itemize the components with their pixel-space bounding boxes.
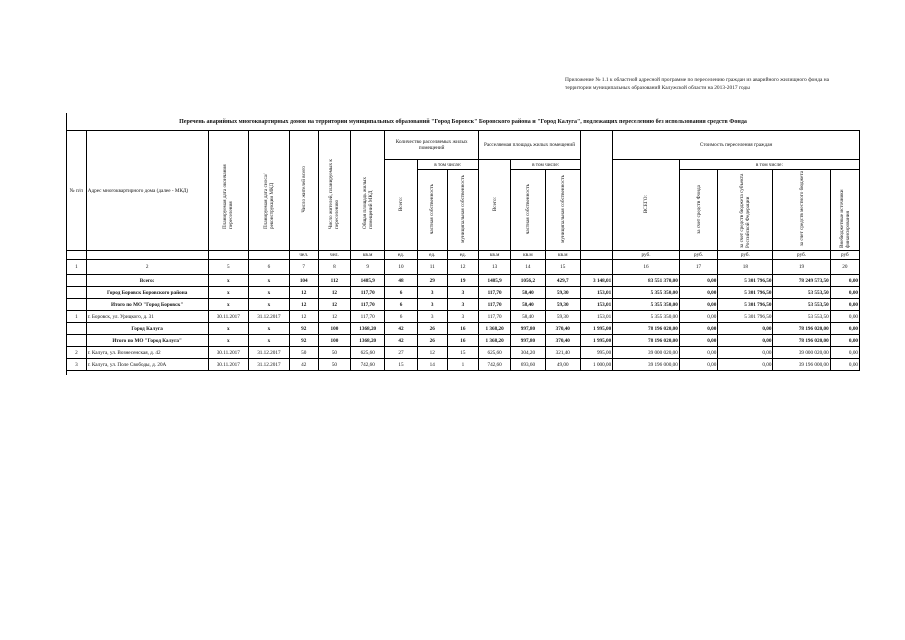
- value-cell: 6: [385, 299, 417, 311]
- value-cell: 304,20: [511, 347, 545, 359]
- value-cell: 429,7: [545, 275, 580, 287]
- col-header-residents-planned: Число жителей, планируемых к переселению: [318, 131, 350, 251]
- col-header-demolition-date: Планируемая дата сноса/реконструкции МКД: [249, 131, 290, 251]
- value-cell: [67, 299, 87, 311]
- value-cell: 14: [417, 359, 447, 371]
- value-cell: 370,40: [545, 323, 580, 335]
- value-cell: 39 196 000,00: [773, 359, 830, 371]
- value-cell: 0,00: [679, 347, 718, 359]
- value-cell: [67, 287, 87, 299]
- value-cell: 1: [67, 311, 87, 323]
- column-number-cell: 9: [351, 260, 385, 275]
- table-row: [67, 347, 860, 359]
- value-cell: 78 249 573,50: [773, 275, 830, 287]
- value-cell: x: [249, 275, 290, 287]
- address-cell: Всего:: [86, 275, 208, 287]
- col-header-relocation-date: Планируемая дата окончания переселения: [208, 131, 249, 251]
- value-cell: 30.11.2017: [208, 347, 249, 359]
- value-cell: 58,40: [511, 287, 545, 299]
- value-cell: x: [208, 323, 249, 335]
- col-header-blank: [580, 131, 612, 251]
- col-header-area-including: в том числе:: [511, 160, 581, 170]
- value-cell: 5 355 350,00: [613, 311, 680, 323]
- value-cell: 12: [417, 347, 447, 359]
- value-cell: 39 000 020,00: [613, 347, 680, 359]
- value-cell: 92: [289, 323, 318, 335]
- value-cell: 742,60: [351, 359, 385, 371]
- value-cell: 78 196 020,00: [613, 335, 680, 347]
- value-cell: 48: [385, 275, 417, 287]
- value-cell: 0,00: [830, 347, 859, 359]
- column-number-cell: 19: [773, 260, 830, 275]
- value-cell: 78 196 020,00: [773, 323, 830, 335]
- value-cell: 117,70: [351, 287, 385, 299]
- table-row: [67, 359, 860, 371]
- value-cell: 117,70: [351, 299, 385, 311]
- col-header-subject-budget: за счет средств бюджета субъекта Российской Федерации: [718, 170, 773, 251]
- value-cell: 6: [385, 287, 417, 299]
- address-cell: г. Калуга, ул. Вознесенская, д. 42: [86, 347, 208, 359]
- table-row: [67, 311, 860, 323]
- column-number-cell: 5: [208, 260, 249, 275]
- value-cell: 0,00: [718, 347, 773, 359]
- col-header-fund: за счет средств Фонда: [679, 170, 718, 251]
- value-cell: 59,30: [545, 311, 580, 323]
- column-number-cell: 13: [478, 260, 510, 275]
- address-cell: Город Калуга: [86, 323, 208, 335]
- column-number-cell: 11: [417, 260, 447, 275]
- summary-row: [67, 323, 860, 335]
- value-cell: 39 196 000,00: [613, 359, 680, 371]
- value-cell: 1 995,00: [580, 323, 612, 335]
- value-cell: 104: [289, 275, 318, 287]
- column-number-cell: 14: [511, 260, 545, 275]
- value-cell: 16: [447, 323, 478, 335]
- unit-cell: чел.: [318, 251, 350, 260]
- value-cell: 0,00: [830, 299, 859, 311]
- unit-cell: руб: [830, 251, 859, 260]
- value-cell: 16: [447, 335, 478, 347]
- unit-cell: кв.м: [478, 251, 510, 260]
- value-cell: 12: [318, 299, 350, 311]
- value-cell: 53 553,50: [773, 287, 830, 299]
- address-cell: Город Боровск Боровского района: [86, 287, 208, 299]
- unit-cell: кв.м: [511, 251, 545, 260]
- value-cell: 53 553,50: [773, 299, 830, 311]
- value-cell: 1368,20: [351, 323, 385, 335]
- value-cell: 3: [447, 299, 478, 311]
- unit-cell: [67, 251, 87, 260]
- value-cell: [67, 323, 87, 335]
- unit-cell: ед.: [417, 251, 447, 260]
- value-cell: 997,80: [511, 323, 545, 335]
- col-header-qty-group: Количество расселяемых жилых помещений: [385, 131, 479, 160]
- unit-cell: чел.: [289, 251, 318, 260]
- column-number-cell: 10: [385, 260, 417, 275]
- value-cell: 100: [318, 335, 350, 347]
- col-header-cost-including: в том числе:: [679, 160, 859, 170]
- unit-cell: руб.: [773, 251, 830, 260]
- col-header-address: Адрес многоквартирного дома (далее - МКД): [86, 131, 208, 251]
- value-cell: 42: [385, 335, 417, 347]
- value-cell: 59,30: [545, 287, 580, 299]
- column-numbers-row: [67, 260, 860, 275]
- value-cell: 78 196 020,00: [773, 335, 830, 347]
- unit-cell: кв.м: [351, 251, 385, 260]
- value-cell: 5 301 796,50: [718, 311, 773, 323]
- col-header-qty-including: в том числе:: [417, 160, 478, 170]
- unit-cell: ед.: [447, 251, 478, 260]
- col-header-cost-group: Стоимость переселения граждан: [613, 131, 860, 160]
- value-cell: x: [208, 275, 249, 287]
- unit-cell: руб.: [679, 251, 718, 260]
- value-cell: 3 148,01: [580, 275, 612, 287]
- value-cell: [67, 275, 87, 287]
- value-cell: 12: [318, 287, 350, 299]
- value-cell: 2: [67, 347, 87, 359]
- address-cell: Итого по МО "Город Калуга": [86, 335, 208, 347]
- value-cell: x: [208, 287, 249, 299]
- value-cell: 0,00: [679, 311, 718, 323]
- value-cell: 26: [417, 335, 447, 347]
- value-cell: 50: [318, 347, 350, 359]
- value-cell: 12: [289, 311, 318, 323]
- value-cell: 3: [417, 311, 447, 323]
- value-cell: 112: [318, 275, 350, 287]
- value-cell: 0,00: [718, 359, 773, 371]
- column-number-cell: 6: [249, 260, 290, 275]
- value-cell: 3: [67, 359, 87, 371]
- col-header-area-private: частная собственность: [511, 170, 545, 251]
- value-cell: 1 995,00: [580, 335, 612, 347]
- value-cell: 3: [417, 299, 447, 311]
- value-cell: 42: [385, 323, 417, 335]
- column-number-cell: [580, 260, 612, 275]
- value-cell: 30.11.2017: [208, 359, 249, 371]
- relocation-table: [66, 130, 860, 371]
- col-header-total-area: Общая площадь жилых помещений МКД: [351, 131, 385, 251]
- value-cell: x: [249, 299, 290, 311]
- value-cell: 370,40: [545, 335, 580, 347]
- value-cell: 153,01: [580, 287, 612, 299]
- value-cell: 31.12.2017: [249, 347, 290, 359]
- value-cell: 153,01: [580, 299, 612, 311]
- value-cell: 321,40: [545, 347, 580, 359]
- value-cell: 1 000,00: [580, 359, 612, 371]
- value-cell: 117,70: [351, 311, 385, 323]
- value-cell: 5 301 796,50: [718, 287, 773, 299]
- value-cell: 1: [447, 359, 478, 371]
- column-number-cell: 1: [67, 260, 87, 275]
- value-cell: 0,00: [679, 299, 718, 311]
- col-header-num: № п/п: [67, 131, 87, 251]
- col-header-area-group: Расселяемая площадь жилых помещений: [478, 131, 580, 160]
- appendix-note: Приложение № 1.1 к областной адресной программе по переселению граждан из аварийного жилищного фонда на территории муниципальных образований Калужской области на 2013-2017 годы: [565, 77, 830, 91]
- column-number-cell: 16: [613, 260, 680, 275]
- value-cell: 0,00: [830, 335, 859, 347]
- value-cell: 742,60: [478, 359, 510, 371]
- value-cell: 0,00: [679, 323, 718, 335]
- value-cell: 27: [385, 347, 417, 359]
- value-cell: x: [249, 287, 290, 299]
- value-cell: 12: [318, 311, 350, 323]
- col-header-qty-private: частная собственность: [417, 170, 447, 251]
- value-cell: 6: [385, 311, 417, 323]
- value-cell: [67, 335, 87, 347]
- value-cell: 0,00: [679, 275, 718, 287]
- value-cell: 0,00: [830, 287, 859, 299]
- value-cell: 0,00: [679, 359, 718, 371]
- value-cell: 83 551 370,00: [613, 275, 680, 287]
- column-number-cell: 20: [830, 260, 859, 275]
- unit-cell: ед.: [385, 251, 417, 260]
- column-number-cell: 8: [318, 260, 350, 275]
- col-header-residents: Число жителей всего: [289, 131, 318, 251]
- unit-cell: руб.: [613, 251, 680, 260]
- value-cell: 92: [289, 335, 318, 347]
- value-cell: 117,70: [478, 311, 510, 323]
- column-number-cell: 7: [289, 260, 318, 275]
- column-number-cell: 18: [718, 260, 773, 275]
- value-cell: x: [208, 335, 249, 347]
- value-cell: 58,40: [511, 311, 545, 323]
- column-number-cell: 2: [86, 260, 208, 275]
- unit-cell: [249, 251, 290, 260]
- value-cell: 0,00: [830, 323, 859, 335]
- value-cell: 693,60: [511, 359, 545, 371]
- column-number-cell: 17: [679, 260, 718, 275]
- col-header-area-total: Всего:: [478, 160, 510, 251]
- value-cell: 26: [417, 323, 447, 335]
- unit-cell: [208, 251, 249, 260]
- value-cell: 1368,20: [351, 335, 385, 347]
- value-cell: 1056,2: [511, 275, 545, 287]
- unit-cell: [580, 251, 612, 260]
- col-header-cost-total: ВСЕГО:: [613, 160, 680, 251]
- value-cell: x: [208, 299, 249, 311]
- value-cell: 53 553,50: [773, 311, 830, 323]
- value-cell: 5 355 350,00: [613, 299, 680, 311]
- value-cell: 0,00: [679, 287, 718, 299]
- value-cell: 42: [289, 359, 318, 371]
- value-cell: 0,00: [679, 335, 718, 347]
- value-cell: 117,70: [478, 299, 510, 311]
- value-cell: 0,00: [830, 275, 859, 287]
- address-cell: Итого по МО "Город Боровск": [86, 299, 208, 311]
- value-cell: 78 196 020,00: [613, 323, 680, 335]
- value-cell: 3: [447, 287, 478, 299]
- document-title: Перечень аварийных многоквартирных домов на территории муниципальных образований "Город Боровск" Боровского района и "Город Калуга", подлежащих переселению без использования средств Фонда: [179, 119, 747, 125]
- col-header-local-budget: за счет средств местного бюджета: [773, 170, 830, 251]
- value-cell: 29: [417, 275, 447, 287]
- address-cell: г. Калуга, ул. Поле Свободы, д. 20А: [86, 359, 208, 371]
- value-cell: 30.11.2017: [208, 311, 249, 323]
- value-cell: 1 368,20: [478, 335, 510, 347]
- summary-row: [67, 335, 860, 347]
- value-cell: 1485,9: [478, 275, 510, 287]
- value-cell: 5 301 796,50: [718, 275, 773, 287]
- value-cell: 117,70: [478, 287, 510, 299]
- value-cell: 625,60: [351, 347, 385, 359]
- col-header-area-municipal: муниципальная собственность: [545, 170, 580, 251]
- address-cell: г. Боровск, ул. Урицкого, д. 31: [86, 311, 208, 323]
- value-cell: 39 000 020,00: [773, 347, 830, 359]
- value-cell: 0,00: [830, 311, 859, 323]
- value-cell: 5 355 350,00: [613, 287, 680, 299]
- column-number-cell: 12: [447, 260, 478, 275]
- value-cell: 153,01: [580, 311, 612, 323]
- summary-row: [67, 287, 860, 299]
- value-cell: 995,00: [580, 347, 612, 359]
- value-cell: 625,60: [478, 347, 510, 359]
- value-cell: 1 368,20: [478, 323, 510, 335]
- value-cell: 15: [447, 347, 478, 359]
- value-cell: 31.12.2017: [249, 359, 290, 371]
- value-cell: x: [249, 335, 290, 347]
- value-cell: x: [249, 323, 290, 335]
- value-cell: 15: [385, 359, 417, 371]
- summary-row: [67, 299, 860, 311]
- value-cell: 31.12.2017: [249, 311, 290, 323]
- unit-cell: кв.м: [545, 251, 580, 260]
- value-cell: 0,00: [830, 359, 859, 371]
- value-cell: 49,00: [545, 359, 580, 371]
- value-cell: 0,00: [718, 335, 773, 347]
- value-cell: 50: [318, 359, 350, 371]
- value-cell: 58,40: [511, 299, 545, 311]
- col-header-extra-budget: Внебюджетные источники финансирования: [830, 170, 859, 251]
- value-cell: 1485,9: [351, 275, 385, 287]
- value-cell: 5 301 796,50: [718, 299, 773, 311]
- value-cell: 997,80: [511, 335, 545, 347]
- summary-row: [67, 275, 860, 287]
- column-number-cell: 15: [545, 260, 580, 275]
- value-cell: 59,30: [545, 299, 580, 311]
- unit-cell: [86, 251, 208, 260]
- value-cell: 3: [417, 287, 447, 299]
- units-row: [67, 251, 860, 260]
- value-cell: 19: [447, 275, 478, 287]
- col-header-qty-total: Всего:: [385, 160, 417, 251]
- value-cell: 50: [289, 347, 318, 359]
- value-cell: 3: [447, 311, 478, 323]
- value-cell: 12: [289, 287, 318, 299]
- value-cell: 100: [318, 323, 350, 335]
- unit-cell: руб.: [718, 251, 773, 260]
- value-cell: 12: [289, 299, 318, 311]
- value-cell: 0,00: [718, 323, 773, 335]
- col-header-qty-municipal: муниципальная собственность: [447, 170, 478, 251]
